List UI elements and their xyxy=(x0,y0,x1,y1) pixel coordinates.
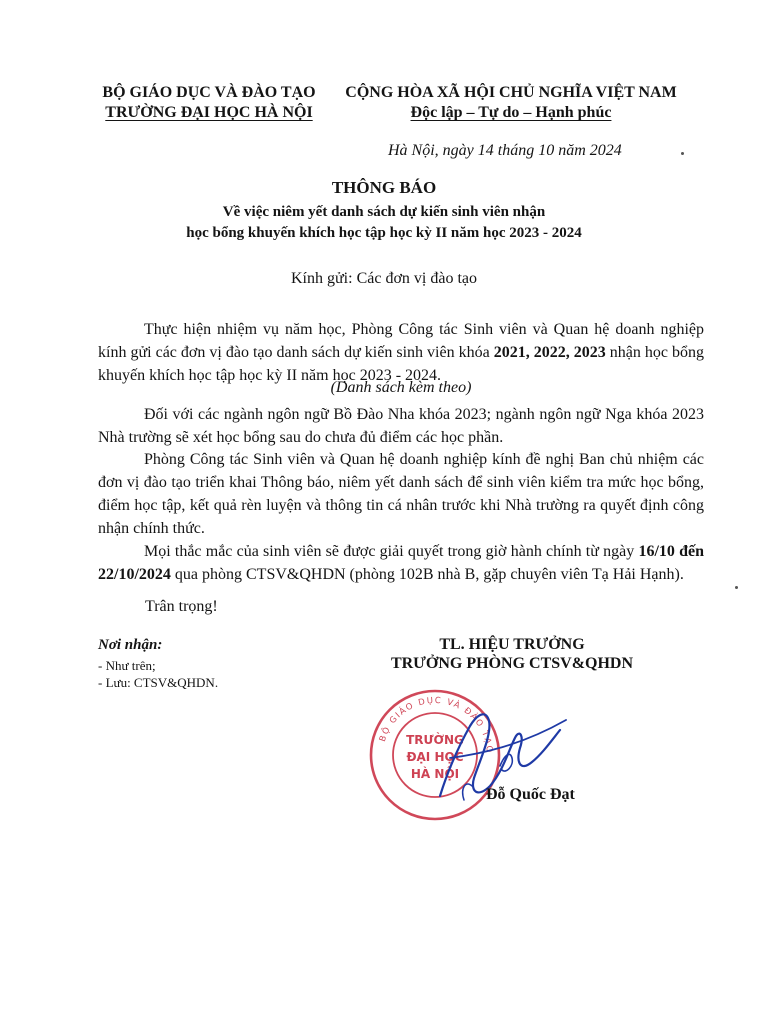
university-name xyxy=(88,104,330,122)
scan-speck xyxy=(735,586,738,589)
recipients-item-1: - Như trên; xyxy=(98,658,156,673)
notice-subject-line-2: học bổng khuyến khích học tập học kỳ II năm học 2023 - 2024 xyxy=(186,225,582,241)
closing-line: Trân trọng! xyxy=(145,598,218,615)
stamp-ring-text: BỘ GIÁO DỤC VÀ ĐÀO TẠO xyxy=(377,695,495,755)
paragraph-1 xyxy=(98,318,704,387)
stamp-line-3: HÀ NỘI xyxy=(410,767,460,781)
attachment-note: (Danh sách kèm theo) xyxy=(330,379,472,396)
paragraph-1-text: Thực hiện nhiệm vụ năm học, Phòng Công tác Sinh viên và Quan hệ doanh nghiệp kính gửi các đơn vị đào tạo danh sách dự kiến sinh viên khóa xyxy=(98,321,704,361)
university-name-text: TRƯỜNG ĐẠI HỌC HÀ NỘI xyxy=(105,104,313,121)
signer-name: Đỗ Quốc Đạt xyxy=(486,786,575,803)
ministry-name: BỘ GIÁO DỤC VÀ ĐÀO TẠO xyxy=(102,84,316,101)
national-motto xyxy=(330,104,692,122)
stamp-line-2: ĐẠI HỌC xyxy=(406,750,464,764)
paragraph-1-cohorts: 2021, 2022, 2023 xyxy=(493,344,606,361)
recipient-line: Kính gửi: Các đơn vị đào tạo xyxy=(291,270,477,287)
paragraph-4 xyxy=(98,540,704,586)
stamp-line-1: TRƯỜNG xyxy=(406,733,464,747)
document-date: Hà Nội, ngày 14 tháng 10 năm 2024 xyxy=(388,142,622,159)
scan-speck xyxy=(681,152,684,155)
notice-subject-line-1: Về việc niêm yết danh sách dự kiến sinh viên nhận xyxy=(222,204,546,220)
national-title: CỘNG HÒA XÃ HỘI CHỦ NGHĨA VIỆT NAM xyxy=(345,84,677,101)
paragraph-3: Phòng Công tác Sinh viên và Quan hệ doanh nghiệp kính đề nghị Ban chủ nhiệm các đơn vị đào tạo triển khai Thông báo, niêm yết danh sách để sinh viên kiểm tra mức học bổng, điểm học tập, kết quả rèn luyện và thông tin cá nhân trước khi Nhà trường ra quyết định công nhận chính thức. xyxy=(98,451,704,537)
paragraph-2: Đối với các ngành ngôn ngữ Bồ Đào Nha khóa 2023; ngành ngôn ngữ Nga khóa 2023 Nhà trường sẽ xét học bổng sau do chưa đủ điểm các học phần. xyxy=(98,406,704,446)
national-motto-text: Độc lập – Tự do – Hạnh phúc xyxy=(410,104,612,121)
notice-heading: THÔNG BÁO xyxy=(331,178,437,197)
recipients-item-2: - Lưu: CTSV&QHDN. xyxy=(98,675,219,690)
paragraph-1-text-end: nhận học bổng khuyến khích học tập học kỳ II năm học 2023 - 2024. xyxy=(98,344,704,384)
recipients-title: Nơi nhận: xyxy=(98,637,163,653)
paragraph-4-text: Mọi thắc mắc của sinh viên sẽ được giải quyết trong giờ hành chính từ ngày xyxy=(144,543,639,560)
signature-authority: TL. HIỆU TRƯỞNG xyxy=(439,636,585,653)
paragraph-4-dates: 16/10 đến 22/10/2024 xyxy=(98,543,704,583)
paragraph-4-text-end: qua phòng CTSV&QHDN (phòng 102B nhà B, gặp chuyên viên Tạ Hải Hạnh). xyxy=(170,566,684,583)
signature-position: TRƯỞNG PHÒNG CTSV&QHDN xyxy=(390,655,634,672)
